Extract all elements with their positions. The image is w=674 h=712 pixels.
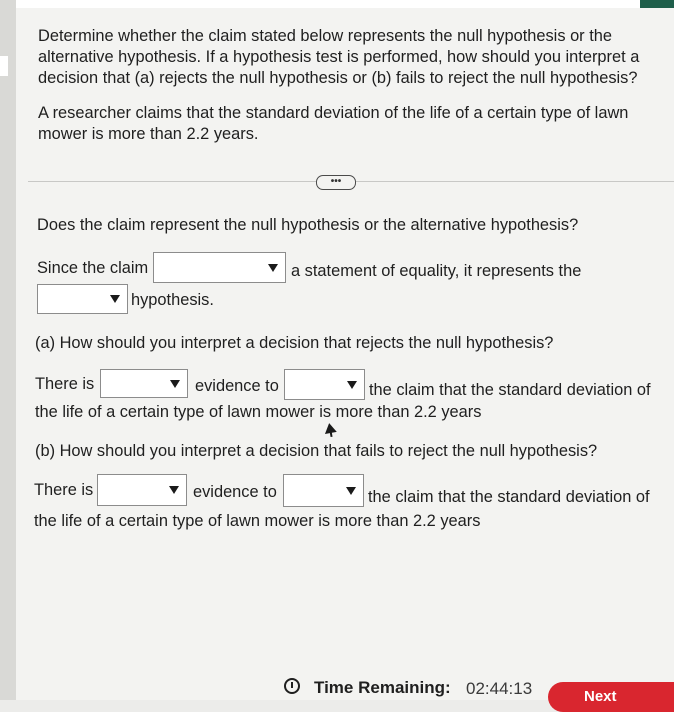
part-a-claim-line2: the life of a certain type of lawn mower is more than 2.2 years <box>35 403 482 421</box>
hypothesis-label: hypothesis. <box>131 291 214 309</box>
next-button[interactable]: Next <box>548 682 674 712</box>
claim-equality-dropdown[interactable] <box>153 252 286 283</box>
expand-more-button[interactable]: ••• <box>316 175 356 190</box>
claim-question-text: Does the claim represent the null hypothesis or the alternative hypothesis? <box>37 216 579 234</box>
question-claim: A researcher claims that the standard deviation of the life of a certain type of lawn mower is more than 2.2 years. <box>38 104 629 143</box>
since-the-claim-label: Since the claim <box>37 259 149 277</box>
chevron-down-icon <box>169 486 179 494</box>
part-b-action-dropdown[interactable] <box>283 474 364 507</box>
chevron-down-icon <box>347 381 357 389</box>
part-a-question: (a) How should you interpret a decision that rejects the null hypothesis? <box>35 334 554 352</box>
part-a-evidence-to-label: evidence to <box>195 377 279 395</box>
left-edge <box>0 0 16 700</box>
part-a-evidence-dropdown[interactable] <box>100 369 188 398</box>
top-bar <box>0 0 674 8</box>
timer-value: 02:44:13 <box>466 679 533 698</box>
clock-icon <box>284 678 300 694</box>
top-accent-bar <box>640 0 674 8</box>
chevron-down-icon <box>268 264 278 272</box>
chevron-down-icon <box>110 295 120 303</box>
question-intro: Determine whether the claim stated below represents the null hypothesis or the alternative hypothesis. If a hypothesis test is performed, how should you interpret a decision that (a) rejects the null hypothesis or (b) fails to reject the null hypothesis? <box>38 27 640 87</box>
part-a-action-dropdown[interactable] <box>284 369 365 400</box>
left-edge-marker <box>0 56 8 76</box>
part-a-there-is-label: There is <box>35 375 95 393</box>
part-b-evidence-to-label: evidence to <box>193 483 277 501</box>
part-b-evidence-dropdown[interactable] <box>97 474 187 506</box>
part-b-claim-tail: the claim that the standard deviation of <box>368 488 650 506</box>
chevron-down-icon <box>346 487 356 495</box>
chevron-down-icon <box>170 380 180 388</box>
part-b-claim-line2: the life of a certain type of lawn mower is more than 2.2 years <box>34 512 481 530</box>
statement-of-equality-label: a statement of equality, it represents the <box>291 262 582 280</box>
hypothesis-type-dropdown[interactable] <box>37 284 128 314</box>
timer-label: Time Remaining: <box>314 678 451 697</box>
part-b-there-is-label: There is <box>34 481 94 499</box>
part-b-question: (b) How should you interpret a decision that fails to reject the null hypothesis? <box>35 442 598 460</box>
mouse-cursor-icon <box>323 422 337 434</box>
part-a-claim-tail: the claim that the standard deviation of <box>369 381 651 399</box>
